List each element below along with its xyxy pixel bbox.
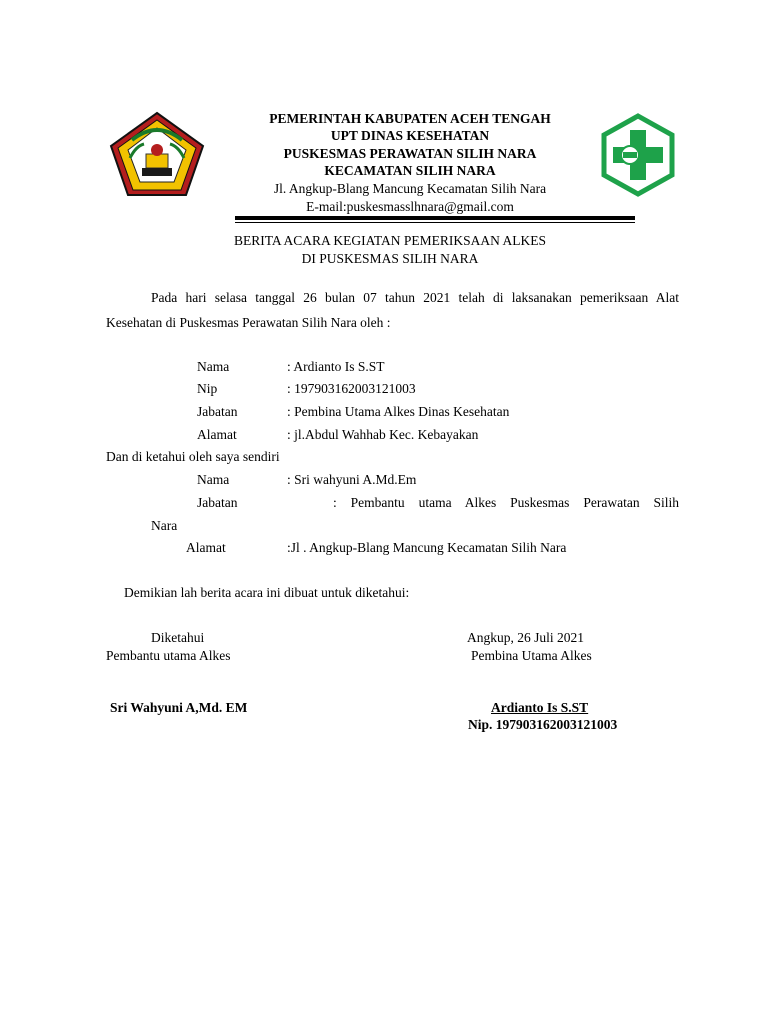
signature-right-nip: Nip. 197903162003121003 — [468, 717, 618, 732]
person2-jabatan-value: : Pembantu utama Alkes Puskesmas Perawatan Silih — [333, 495, 679, 510]
person1-nama-value: : Ardianto Is S.ST — [287, 359, 385, 374]
signature-left-heading: Diketahui — [151, 630, 205, 645]
letterhead-address: Jl. Angkup-Blang Mancung Kecamatan Silih Nara — [273, 181, 547, 196]
person2-alamat-value: :Jl . Angkup-Blang Mancung Kecamatan Silih Nara — [287, 540, 567, 555]
aceh-tengah-emblem-icon — [108, 110, 206, 198]
signature-right-name: Ardianto Is S.ST — [491, 700, 589, 715]
letterhead-email: E-mail:puskesmasslhnara@gmail.com — [306, 199, 514, 214]
person1-nip-value: : 197903162003121003 — [287, 381, 416, 396]
person1-nip-label: Nip — [197, 381, 218, 396]
person2-jabatan-label: Jabatan — [197, 495, 238, 510]
person2-nama-value: : Sri wahyuni A.Md.Em — [287, 472, 417, 487]
signature-left-name: Sri Wahyuni A,Md. EM — [110, 700, 248, 715]
person1-jabatan-value: : Pembina Utama Alkes Dinas Kesehatan — [287, 404, 510, 419]
letterhead-line-district: KECAMATAN SILIH NARA — [324, 163, 496, 178]
known-by-text: Dan di ketahui oleh saya sendiri — [106, 449, 280, 464]
intro-line1: Pada hari selasa tanggal 26 bulan 07 tahun 2021 telah di laksanakan pemeriksaan Alat — [151, 290, 679, 305]
document-title-line1: BERITA ACARA KEGIATAN PEMERIKSAAN ALKES — [233, 233, 547, 248]
signature-left-role: Pembantu utama Alkes — [106, 648, 231, 663]
person2-nama-label: Nama — [197, 472, 230, 487]
person1-nama-label: Nama — [197, 359, 230, 374]
document-title-line2: DI PUSKESMAS SILIH NARA — [301, 251, 479, 266]
person2-jabatan-continuation: Nara — [151, 518, 178, 533]
letterhead-divider-thin — [235, 222, 635, 223]
letterhead-line-department: UPT DINAS KESEHATAN — [330, 128, 490, 143]
person1-alamat-label: Alamat — [197, 427, 237, 442]
letterhead-divider-thick — [235, 216, 635, 220]
closing-statement: Demikian lah berita acara ini dibuat untuk diketahui: — [124, 585, 410, 600]
puskesmas-cross-logo-icon — [598, 110, 678, 200]
signature-right-role: Pembina Utama Alkes — [471, 648, 592, 663]
intro-line2: Kesehatan di Puskesmas Perawatan Silih Nara oleh : — [106, 315, 391, 330]
person1-alamat-value: : jl.Abdul Wahhab Kec. Kebayakan — [287, 427, 479, 442]
letterhead-line-puskesmas: PUSKESMAS PERAWATAN SILIH NARA — [283, 146, 537, 161]
person2-alamat-label: Alamat — [186, 540, 226, 555]
person1-jabatan-label: Jabatan — [197, 404, 238, 419]
signature-right-place-date: Angkup, 26 Juli 2021 — [467, 630, 585, 645]
letterhead-line-government: PEMERINTAH KABUPATEN ACEH TENGAH — [269, 111, 551, 126]
